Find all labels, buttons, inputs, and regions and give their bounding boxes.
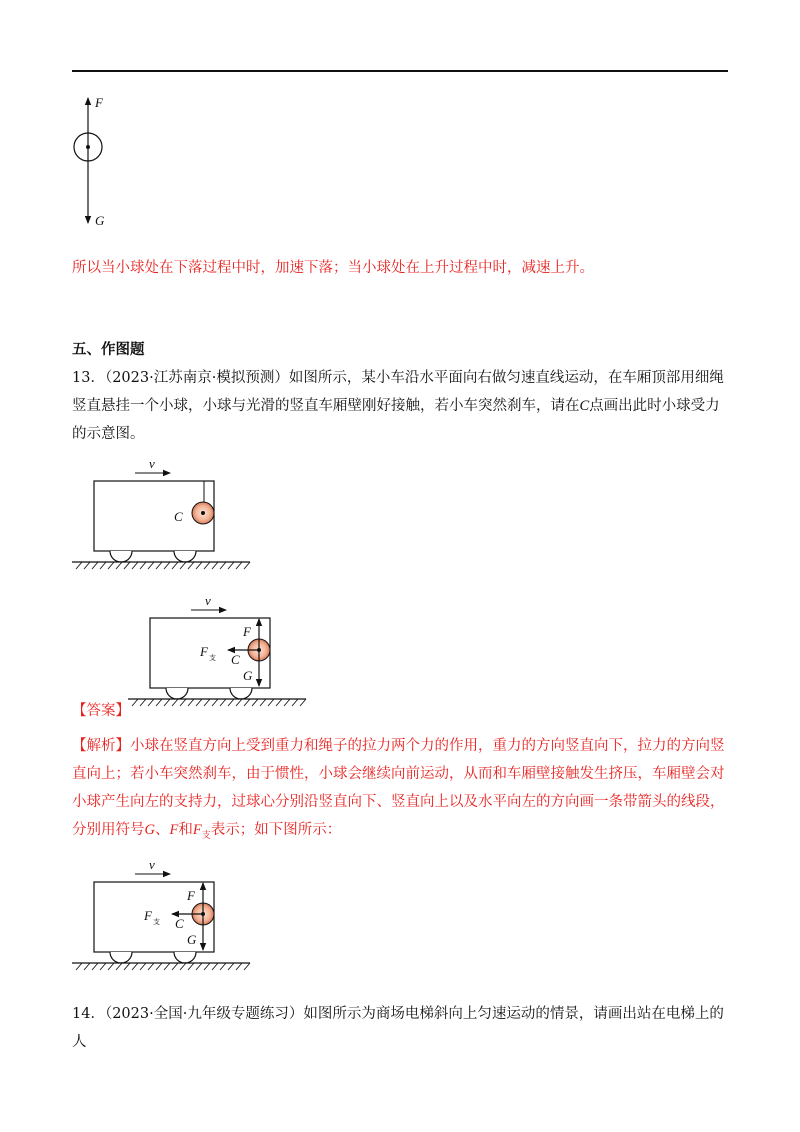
answer-label: 【答案】 [72,703,130,719]
ball-center [257,648,261,652]
label-f-support: F [144,908,152,923]
analysis-body: 小球在竖直方向上受到重力和绳子的拉力两个力的作用，重力的方向竖直向下，拉力的方向竖直向上；若小车突然刹车，由于惯性，小球会继续向前运动，从而和车厢壁接触发生挤压，车厢壁会对小球产生向左的支持力，过球心分别沿竖直向下、竖直向上以及水平向左的方向画一条带箭头的线段，分别用符号 [72,738,725,838]
conclusion-text: 所以当小球处在下落过程中时，加速下落；当小球处在上升过程中时，减速上升。 [72,260,594,276]
question-13 [72,364,728,448]
symbol-g: G [144,822,155,838]
analysis-sep: 、 [154,822,170,838]
question-source: （2023·江苏南京·模拟预测） [104,370,289,386]
label-support-sub: 支 [209,654,216,662]
force-diagram-ball [60,90,120,235]
label-f: F [187,888,195,903]
ball-center [201,912,205,916]
section-title: 五、作图题 [72,341,145,358]
label-f: F [243,624,251,639]
wheel-left [110,952,132,963]
question-14 [72,1000,728,1056]
header-rule [72,70,728,72]
analysis-label: 【解析】 [72,738,130,754]
point-c: C [579,398,590,414]
analysis-text [72,732,728,850]
label-f-support: F [200,644,208,659]
question-source: （2023·全国·九年级专题练习） [104,1006,304,1022]
cart-diagram-answer [128,592,318,717]
label-v: v [205,593,211,608]
cart-diagram-question [72,455,262,580]
ball-center [86,145,90,149]
label-c: C [175,916,184,931]
analysis-sep: 和 [178,822,193,838]
label-g: G [243,668,253,683]
question-number: 14． [72,1006,105,1022]
ground-hatching [132,699,306,706]
question-text: 如图所示，某小车沿水平面向右做匀速直线运动，在车厢顶部用细绳竖直悬挂一个小球，小球与光滑的竖直车厢壁刚好接触，若小车突然刹车，请在 [72,370,724,414]
label-c: C [231,652,240,667]
ball-center [201,511,205,515]
question-number: 13． [72,370,105,386]
wheel-left [166,688,188,699]
label-c: C [174,509,183,524]
label-g: G [95,213,105,228]
label-v: v [149,857,155,872]
ground-hatching [76,963,250,970]
wheel-right [174,551,196,562]
label-support-sub: 支 [153,918,160,926]
analysis-body-end: 表示；如下图所示： [210,822,342,838]
wheel-right [230,688,252,699]
symbol-f: F [169,822,179,838]
symbol-f-support: F [192,822,202,838]
cart-diagram-analysis [72,856,262,981]
wheel-right [174,952,196,963]
ground-hatching [76,562,250,569]
wheel-left [110,551,132,562]
question-text-end: 点画出此时小球受力的示意图。 [72,398,720,442]
label-g: G [187,932,197,947]
question-text: 如图所示为商场电梯斜向上匀速运动的情景，请画出站在电梯上的人 [72,1006,724,1050]
symbol-f-support-sub: 支 [201,830,211,841]
label-f: F [95,95,103,110]
label-v: v [149,456,155,471]
